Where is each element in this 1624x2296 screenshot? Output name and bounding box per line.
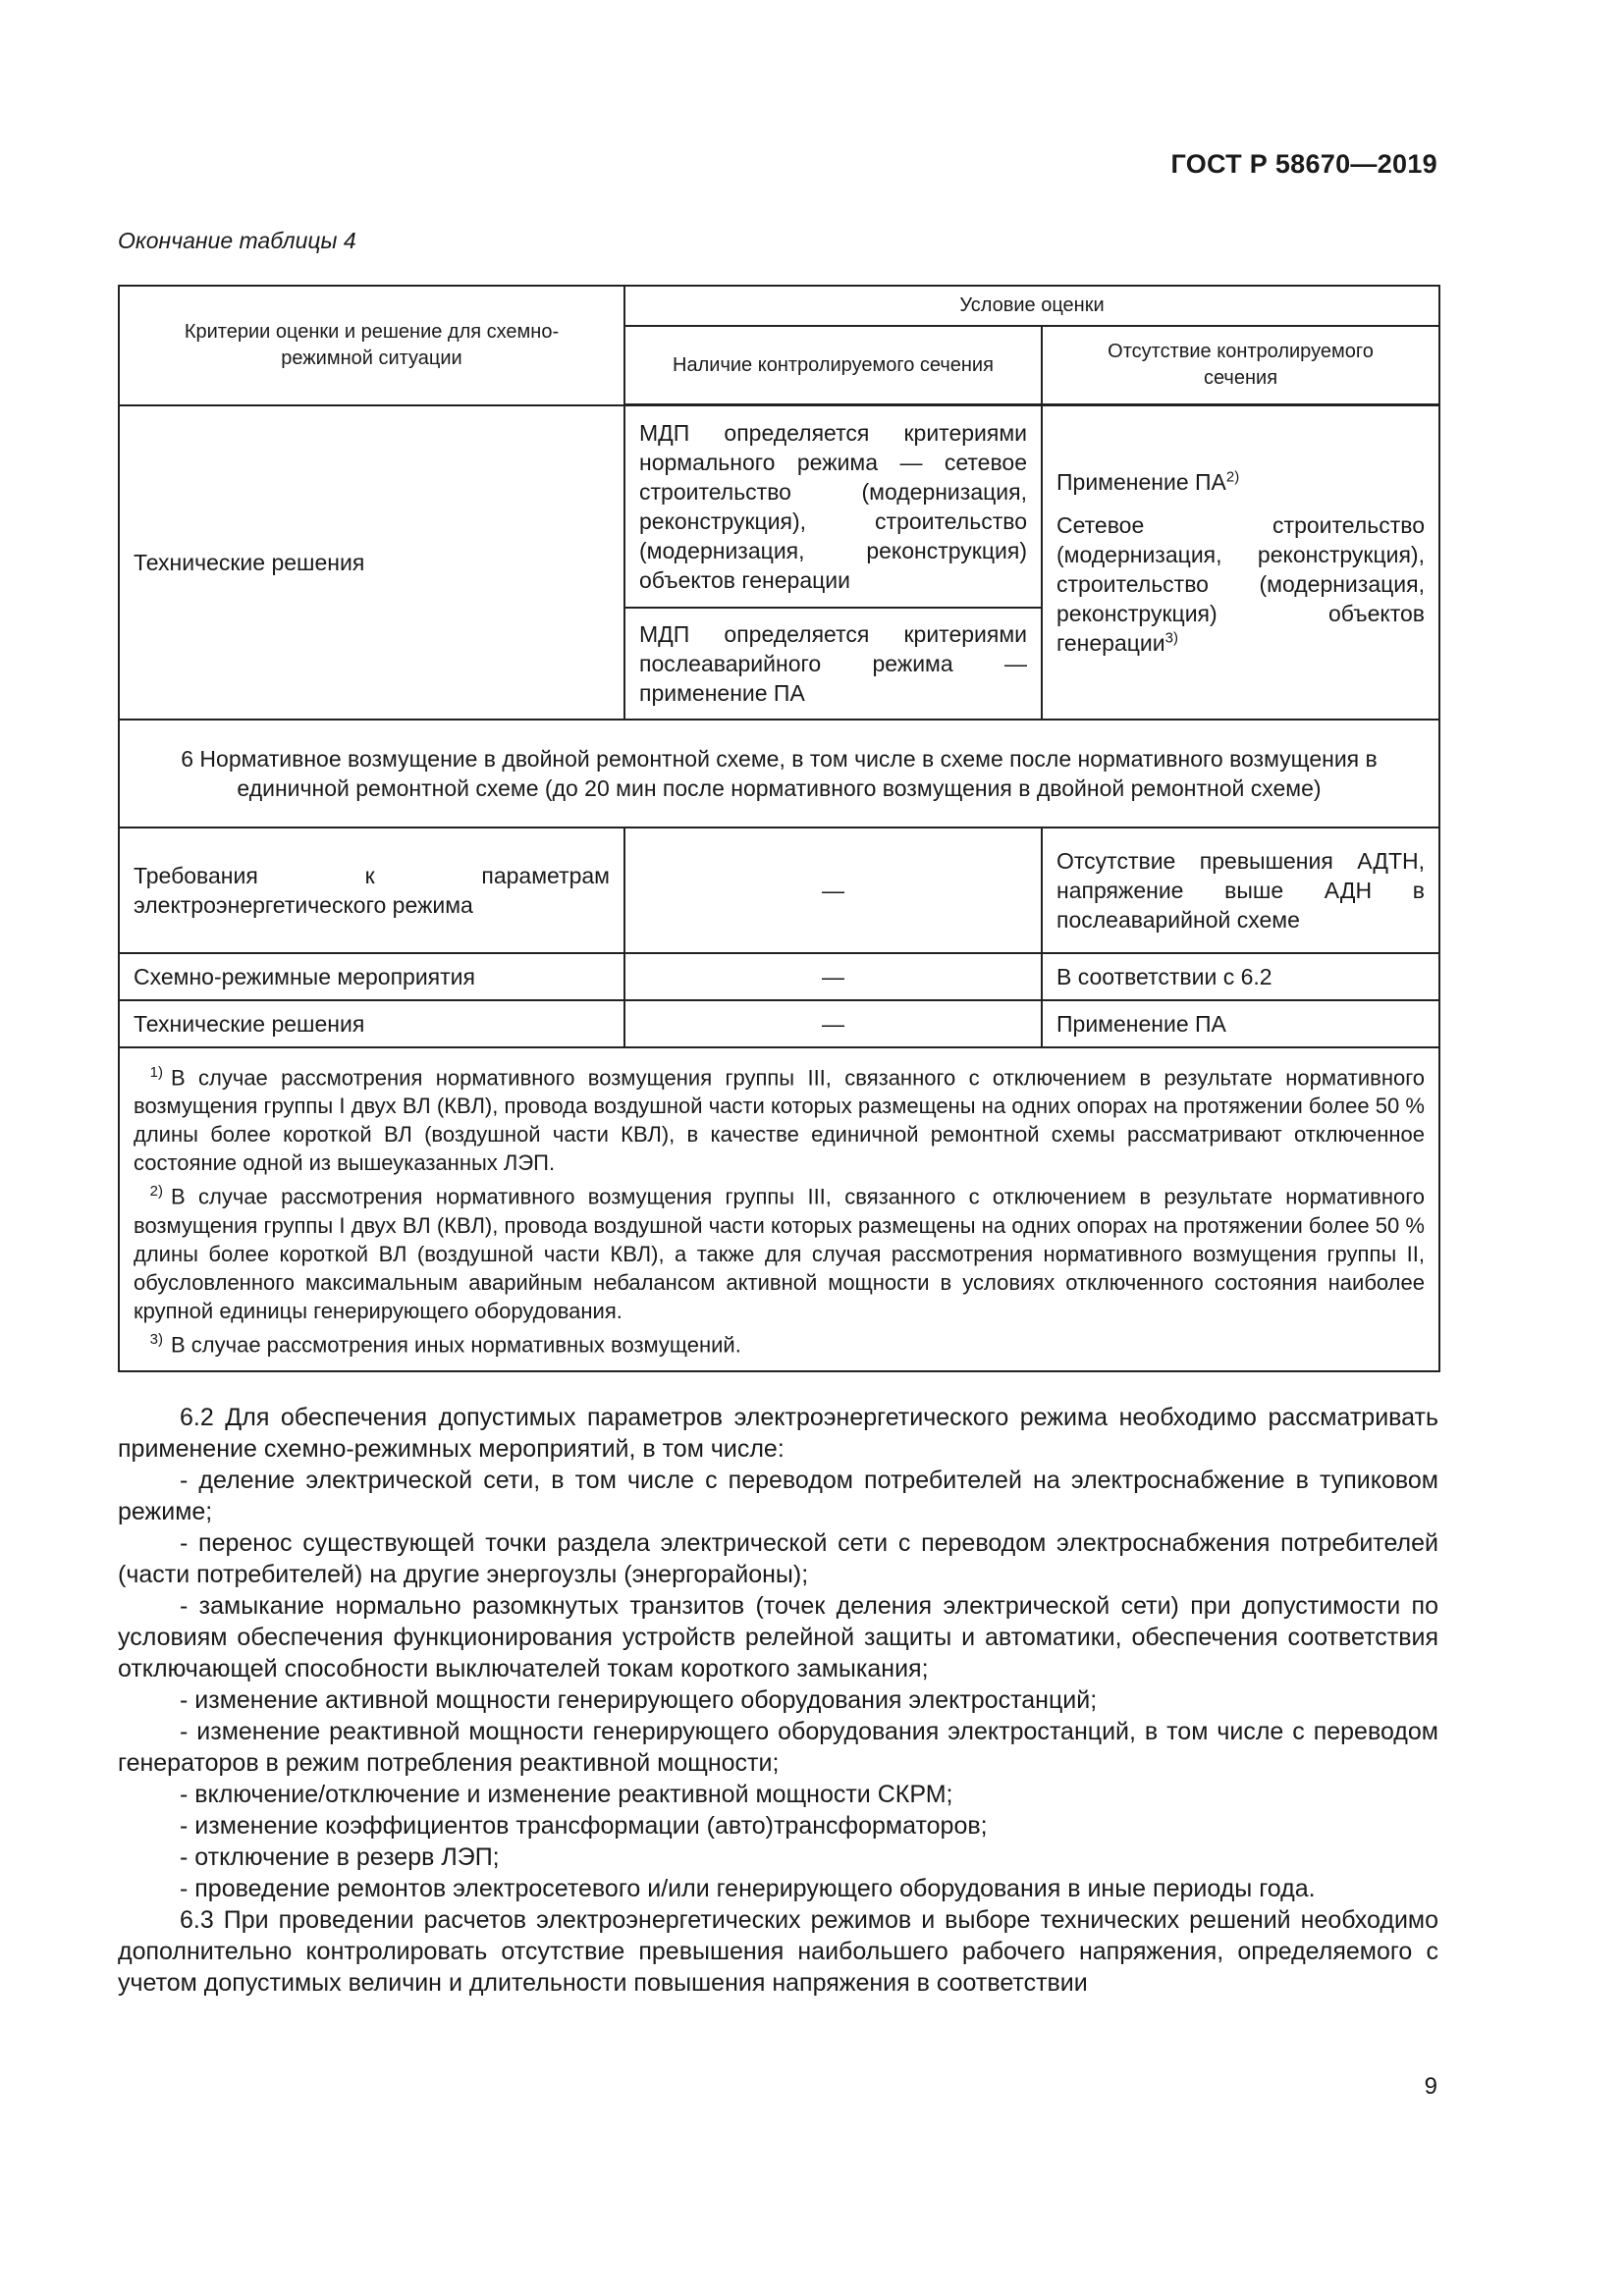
section-6-title: 6 Нормативное возмущение в двойной ремонтной схеме, в том числе в схеме после нормативного возмущения в единичной ремонтной схеме (до 20 мин после нормативного возмущения в двойной ремонтной схеме) (119, 720, 1439, 828)
tech-without-1: Применение ПА$^{2)}$ (1056, 468, 1240, 495)
list-item: - деление электрической сети, в том числе с переводом потребителей на электроснабжение в тупиковом режиме; (118, 1467, 1438, 1525)
list-item: - изменение коэффициентов трансформации (авто)трансформаторов; (180, 1812, 988, 1840)
list-item: - изменение активной мощности генерирующего оборудования электростанций; (180, 1686, 1098, 1714)
row-tech-solutions-with: — (624, 1000, 1042, 1047)
list-item: - перенос существующей точки раздела электрической сети с переводом электроснабжения потребителей (части потребителей) на другие энергоузлы (энергорайоны); (118, 1529, 1438, 1588)
section-6-row (119, 720, 1439, 828)
row-measures-without: В соответствии с 6.2 (1042, 953, 1439, 1000)
header-criteria: Критерии оценки и решение для схемно-режимной ситуации (119, 286, 624, 405)
footnote-mark-2: 2) (1225, 468, 1240, 486)
row-requirements (119, 828, 1439, 953)
page-number: 9 (1424, 2073, 1437, 2100)
row-requirements-label: Требования к параметрам электроэнергетического режима (119, 828, 624, 953)
footnote-mark-3: 3) (1164, 629, 1178, 647)
tech-without-section (1042, 405, 1439, 721)
header-with-section: Наличие контролируемого сечения (624, 326, 1042, 405)
list-item: - включение/отключение и изменение реактивной мощности СКРМ; (180, 1781, 953, 1808)
list-item: - проведение ремонтов электросетевого и/или генерирующего оборудования в иные периоды года. (180, 1875, 1316, 1902)
footnote-3: $^{3)}$ В случае рассмотрения иных нормативных возмущений. (149, 1330, 741, 1357)
tech-row-a (119, 405, 1439, 609)
row-measures-label: Схемно-режимные мероприятия (119, 953, 624, 1000)
tech-with-section-2: МДП определяется критериями послеаварийного режима — применение ПА (624, 608, 1042, 720)
row-requirements-with: — (624, 828, 1042, 953)
row-measures (119, 953, 1439, 1000)
table-footnotes (119, 1047, 1439, 1371)
row-measures-with: — (624, 953, 1042, 1000)
header-row-1 (119, 286, 1439, 326)
body-text (118, 1402, 1438, 1999)
footnote-2: $^{2)}$ В случае рассмотрения нормативного возмущения группы III, связанного с отключением в результате нормативного возмущения группы I двух ВЛ (КВЛ), провода воздушной части которых размещены на одних опорах на протяжении более 50 % длины более короткой ВЛ (воздушной части КВЛ), а также для случая рассмотрения нормативного возмущения группы II, обусловленного максимальным аварийным небалансом активной мощности в условиях отключенного состояния наиболее крупной единицы генерирующего оборудования. (134, 1183, 1425, 1323)
row-tech-solutions-without: Применение ПА (1042, 1000, 1439, 1047)
paragraph-6-3: 6.3 При проведении расчетов электроэнергетических режимов и выборе технических решений необходимо дополнительно контролировать отсутствие превышения наибольшего рабочего напряжения, определяемого с учетом допустимых величин и длительности повышения напряжения в соответствии (118, 1906, 1438, 1997)
row-requirements-without: Отсутствие превышения АДТН, напряжение выше АДН в послеаварийной схеме (1042, 828, 1439, 953)
list-item: - изменение реактивной мощности генерирующего оборудования электростанций, в том числе с переводом генераторов в режим потребления реактивной мощности; (118, 1718, 1438, 1777)
table-caption: Окончание таблицы 4 (118, 228, 356, 253)
list-item: - замыкание нормально разомкнутых транзитов (точек деления электрической сети) при допустимости по условиям обеспечения функционирования устройств релейной защиты и автоматики, обеспечения соответствия отключающей способности выключателей токам короткого замыкания; (118, 1592, 1438, 1682)
row-tech-solutions-label: Технические решения (119, 1000, 624, 1047)
list-item: - отключение в резерв ЛЭП; (180, 1843, 500, 1871)
header-without-section: Отсутствие контролируемого сечения (1042, 326, 1439, 405)
document-code: ГОСТ Р 58670—2019 (1170, 149, 1437, 179)
tech-without-2: Сетевое строительство (модернизация, реконструкция), строительство (модернизация, реконструкция) объектов генерации$^{3)}$ (1056, 512, 1425, 656)
header-condition: Условие оценки (624, 286, 1439, 326)
row-tech-solutions (119, 1000, 1439, 1047)
tech-label: Технические решения (119, 405, 624, 721)
paragraph-6-2: 6.2 Для обеспечения допустимых параметров электроэнергетического режима необходимо рассматривать применение схемно-режимных мероприятий, в том числе: (118, 1404, 1438, 1463)
footnote-1: $^{1)}$ В случае рассмотрения нормативного возмущения группы III, связанного с отключением в результате нормативного возмущения группы I двух ВЛ (КВЛ), провода воздушной части которых размещены на одних опорах на протяжении более 50 % длины более короткой ВЛ (воздушной части КВЛ), в качестве единичной ремонтной схемы рассматривают отключенное состояние одной из вышеуказанных ЛЭП. (134, 1064, 1425, 1176)
table-4-continuation (118, 285, 1440, 1372)
notes-row (119, 1047, 1439, 1371)
tech-with-section-1: МДП определяется критериями нормального режима — сетевое строительство (модернизация, реконструкция), строительство (модернизация, реконструкция) объектов генерации (624, 405, 1042, 609)
